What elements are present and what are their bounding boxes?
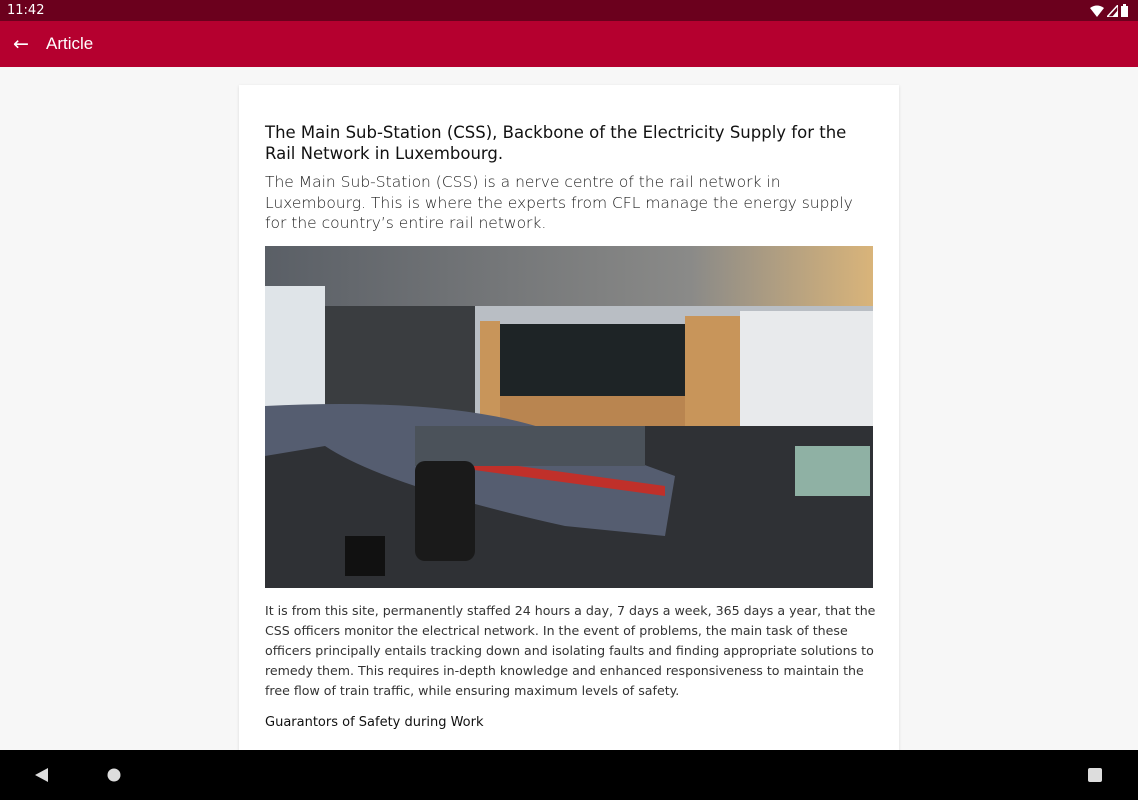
recents-square-icon[interactable] — [1088, 768, 1102, 782]
article-photo — [265, 246, 873, 588]
page-title: Article — [46, 34, 94, 53]
home-circle-icon[interactable] — [107, 768, 121, 782]
article-body: It is from this site, permanently staffed 24 hours a day, 7 days a week, 365 days a year, that the CSS officers monitor the electrical network. In the event of problems, the main task of these officers principally entails tracking down and isolating faults and finding appropriate solutions to remedy them. This requires in-depth knowledge and enhanced responsiveness to maintain the free flow of train traffic, while ensuring maximum levels of safety. — [265, 603, 876, 698]
back-triangle-icon[interactable] — [35, 768, 49, 782]
status-bar — [0, 0, 1138, 21]
signal-icon — [1107, 5, 1118, 17]
arrow-left-icon[interactable]: ← — [13, 33, 29, 55]
navigation-bar — [0, 750, 1138, 800]
clock: 11:42 — [7, 3, 45, 18]
article-card — [239, 85, 899, 765]
wifi-icon — [1090, 5, 1104, 17]
battery-icon — [1121, 4, 1128, 17]
article-title: The Main Sub-Station (CSS), Backbone of the Electricity Supply for the Rail Network in Luxembourg. — [265, 123, 847, 163]
app-bar — [0, 21, 1138, 67]
article-subheading: Guarantors of Safety during Work — [265, 715, 484, 730]
article-lead: The Main Sub-Station (CSS) is a nerve centre of the rail network in Luxembourg. This is where the experts from CFL manage the energy supply for the country’s entire rail network. — [265, 173, 853, 232]
